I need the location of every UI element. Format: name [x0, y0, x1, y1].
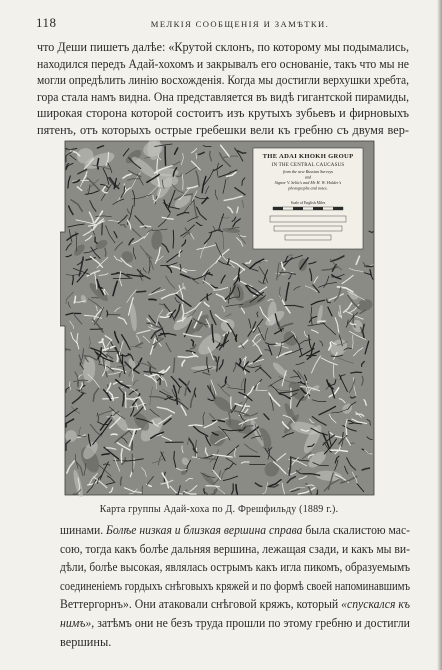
text-segment: Веттергорнъ». Они атаковали снѣговой кряжъ, который: [60, 597, 342, 611]
map-title: THE ADAI KHOKH GROUP: [262, 153, 354, 160]
page-number: 118: [36, 15, 57, 30]
text-line: [60, 521, 410, 539]
map-source-line: from the new Russian Surveys: [282, 169, 334, 174]
text-line: [37, 56, 409, 72]
relief-stroke: [105, 248, 106, 256]
relief-stroke: [92, 298, 99, 299]
text-line: [37, 105, 409, 121]
relief-stroke: [111, 434, 117, 435]
italic-segment: «спускался къ: [341, 597, 410, 611]
figure-caption: Карта группы Адай-хоха по Д. Фрешфильду (1889 г.).: [99, 504, 339, 515]
text-segment: что Деши пишетъ далѣе: «Крутой склонъ, по которому мы подымались,: [37, 40, 409, 54]
italic-segment: нимъ»: [60, 616, 92, 630]
relief-stroke: [189, 425, 202, 426]
relief-stroke: [165, 146, 166, 165]
text-segment: была скалистою мас-: [302, 523, 410, 537]
text-segment: могли опредѣлить линію восхожденія. Когда мы достигли верхушки хребта,: [37, 73, 409, 87]
text-line: [60, 577, 410, 595]
text-segment: , затѣмъ они не безъ труда прошли по этому гребню и достигли: [91, 616, 411, 630]
map-scale-bar: [273, 207, 343, 210]
relief-stroke: [117, 355, 118, 362]
text-segment: соединеніемъ гордыхъ снѣговыхъ кряжей и по формѣ своей напоминавшимъ: [60, 579, 410, 593]
text-line: [37, 72, 409, 88]
map-source-line: photographs and notes.: [288, 185, 328, 191]
map-scale-label: Scale of English Miles: [290, 201, 326, 205]
relief-stroke: [231, 397, 232, 409]
text-segment: шинами.: [60, 523, 107, 537]
map-image: [60, 140, 376, 497]
text-line: [60, 595, 410, 613]
text-segment: находился передъ Адай-хохомъ и закрывалъ его основаніе, такъ что мы не: [37, 57, 409, 71]
text-segment: сою, тогда какъ болѣе дальняя вершина, лежащая сзади, и какъ мы ви-: [60, 542, 410, 556]
text-segment: пятенъ, отъ которыхъ острые гребешки вели къ гребню съ двумя вер-: [37, 123, 409, 137]
text-line: [60, 540, 410, 558]
text-segment: дѣли, болѣе высокая, являлась острымъ какъ игла пикомъ, образуемымъ: [60, 560, 410, 574]
running-title: МЕЛКІЯ СООБЩЕНІЯ И ЗАМѢТКИ.: [150, 19, 330, 29]
relief-stroke: [137, 291, 146, 292]
text-segment: широкая сторона которой состоитъ изъ крутыхъ зубьевъ и фирновыхъ: [37, 106, 409, 120]
relief-stroke: [132, 454, 133, 472]
italic-segment: Болѣе низкая и близкая вершина справа: [106, 523, 303, 537]
text-line: [60, 633, 410, 651]
text-line: [60, 558, 410, 576]
relief-stroke: [125, 392, 126, 408]
relief-stroke: [157, 159, 158, 175]
map-subtitle: IN THE CENTRAL CAUCASUS: [271, 163, 345, 168]
text-line: [37, 89, 409, 105]
map-source-line: and: [304, 174, 312, 180]
text-segment: гора стала намъ видна. Она представляется въ видѣ гигантской пирамиды,: [37, 90, 409, 104]
text-line: [37, 122, 409, 138]
relief-stroke: [121, 477, 122, 485]
text-line: [37, 39, 409, 55]
map-source-line: Signor V. Sella's and Mr H. W. Holder's: [274, 180, 342, 185]
page-edge-shadow: [437, 0, 442, 670]
relief-stroke: [207, 294, 208, 300]
relief-stroke: [318, 321, 326, 322]
text-segment: вершины.: [60, 635, 112, 649]
text-line: [60, 614, 410, 632]
relief-stroke: [149, 299, 156, 300]
